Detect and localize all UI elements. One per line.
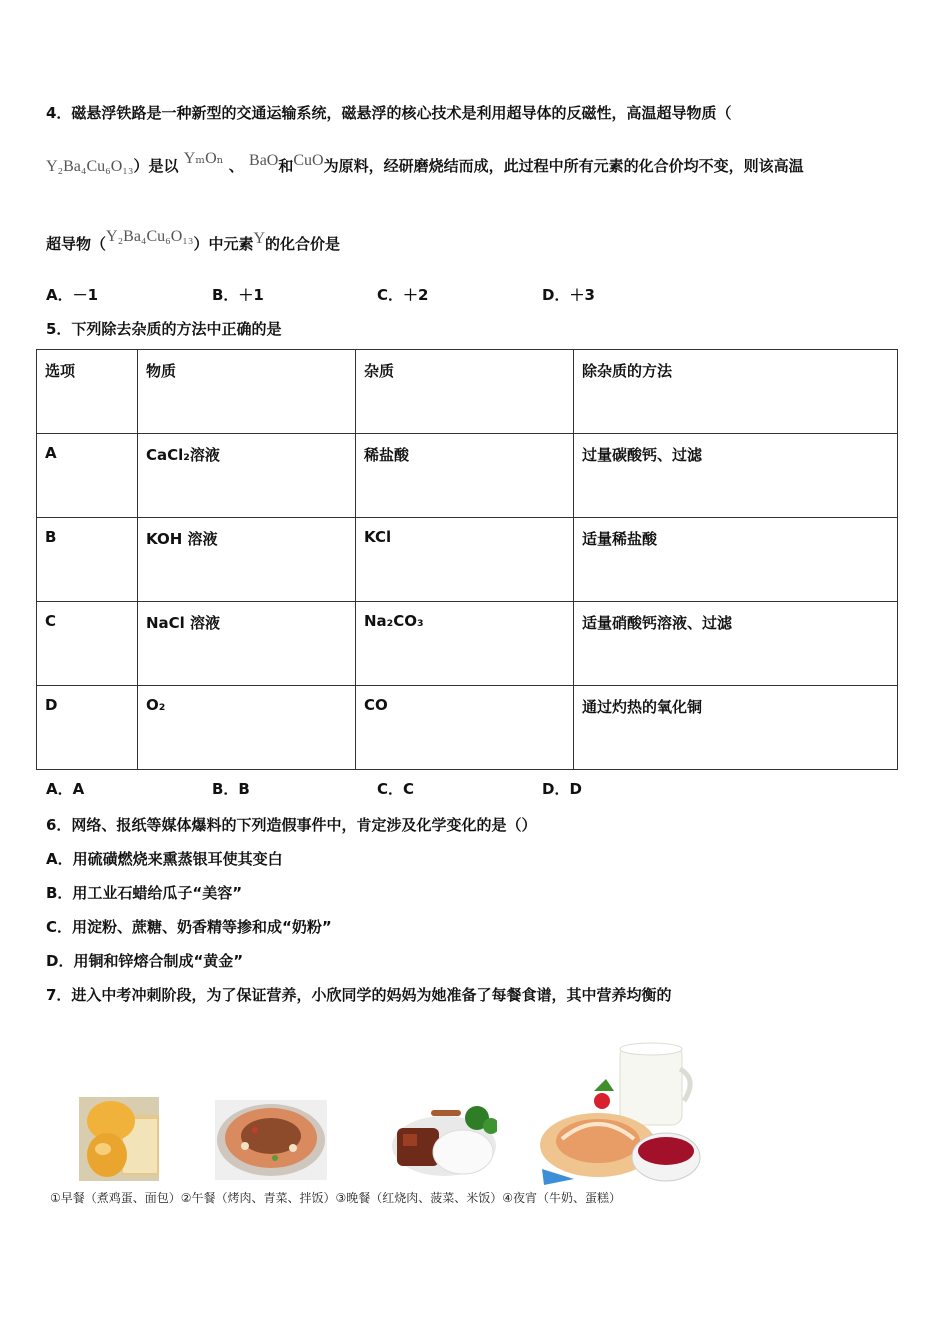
header-impurity: 杂质	[356, 350, 574, 434]
q7-caption: ①早餐（煮鸡蛋、面包）②午餐（烤肉、青菜、拌饭）③晚餐（红烧肉、菠菜、米饭）④夜宵（牛奶、蛋糕）	[50, 1191, 622, 1205]
table-row	[37, 518, 898, 602]
formula-bao: BaO	[249, 152, 279, 169]
q4-line3-c: 的化合价是	[265, 235, 341, 253]
cell-impurity: Na₂CO₃	[356, 602, 574, 686]
q5-option-c[interactable]: C．C	[377, 780, 415, 798]
formula-y2ba4cu6o13: Y₂Ba₄Cu₆O₁₃	[46, 158, 134, 175]
cell-option: B	[37, 518, 138, 602]
table-row	[37, 686, 898, 770]
q4-line2-d: 为原料，经研磨烧结而成，此过程中所有元素的化合价均不变，则该高温	[323, 157, 804, 175]
q4-line3-b: ）中元素	[193, 235, 254, 253]
cell-method: 过量碳酸钙、过滤	[574, 434, 898, 518]
cell-substance: KOH 溶液	[138, 518, 356, 602]
q4-line2-b: 、	[228, 157, 244, 175]
cell-option: C	[37, 602, 138, 686]
table-row	[37, 602, 898, 686]
lunch-image	[215, 1100, 327, 1180]
cell-method: 适量硝酸钙溶液、过滤	[574, 602, 898, 686]
breakfast-image	[79, 1097, 159, 1181]
impurity-table	[36, 349, 898, 770]
q7-stem: 7．进入中考冲刺阶段，为了保证营养，小欣同学的妈妈为她准备了每餐食谱，其中营养均衡的	[46, 986, 672, 1004]
cell-method: 通过灼热的氧化铜	[574, 686, 898, 770]
q4-line2	[46, 150, 804, 177]
cell-impurity: CO	[356, 686, 574, 770]
q4-line2-c: 和	[278, 157, 294, 175]
header-substance: 物质	[138, 350, 356, 434]
q5-option-d[interactable]: D．D	[542, 780, 582, 798]
cell-substance: CaCl₂溶液	[138, 434, 356, 518]
q4-line1: 4．磁悬浮铁路是一种新型的交通运输系统，磁悬浮的核心技术是利用超导体的反磁性，高温超导物质（	[46, 104, 732, 122]
cell-option: D	[37, 686, 138, 770]
midnight-snack-image	[534, 1039, 707, 1187]
q4-line2-a: ）是以	[133, 157, 179, 175]
table-header-row	[37, 350, 898, 434]
q6-option-c[interactable]: C．用淀粉、蔗糖、奶香精等掺和成“奶粉”	[46, 918, 332, 936]
q4-line3	[46, 228, 341, 255]
q4-option-a[interactable]: A．－1	[46, 286, 99, 304]
q6-option-d[interactable]: D．用铜和锌熔合制成“黄金”	[46, 952, 244, 970]
q5-option-b[interactable]: B．B	[212, 780, 250, 798]
formula-y2ba4cu6o13-2: Y₂Ba₄Cu₆O₁₃	[106, 228, 194, 245]
q4-option-b[interactable]: B．＋1	[212, 286, 264, 304]
formula-ymon: YₘOₙ	[183, 150, 224, 167]
q6-option-b[interactable]: B．用工业石蜡给瓜子“美容”	[46, 884, 243, 902]
q4-option-d[interactable]: D．＋3	[542, 286, 595, 304]
q5-option-a[interactable]: A．A	[46, 780, 85, 798]
cell-substance: O₂	[138, 686, 356, 770]
cell-method: 适量稀盐酸	[574, 518, 898, 602]
q6-stem: 6．网络、报纸等媒体爆料的下列造假事件中，肯定涉及化学变化的是（）	[46, 816, 537, 834]
q4-line3-a: 超导物（	[46, 235, 107, 253]
cell-option: A	[37, 434, 138, 518]
header-method: 除杂质的方法	[574, 350, 898, 434]
cell-impurity: KCl	[356, 518, 574, 602]
header-option: 选项	[37, 350, 138, 434]
table-row	[37, 434, 898, 518]
q6-option-a[interactable]: A．用硫磺燃烧来熏蒸银耳使其变白	[46, 850, 283, 868]
cell-substance: NaCl 溶液	[138, 602, 356, 686]
q5-stem: 5．下列除去杂质的方法中正确的是	[46, 320, 282, 338]
cell-impurity: 稀盐酸	[356, 434, 574, 518]
element-y: Y	[253, 230, 266, 247]
dinner-image	[391, 1102, 497, 1180]
formula-cuo: CuO	[293, 152, 324, 169]
q4-option-c[interactable]: C．＋2	[377, 286, 429, 304]
